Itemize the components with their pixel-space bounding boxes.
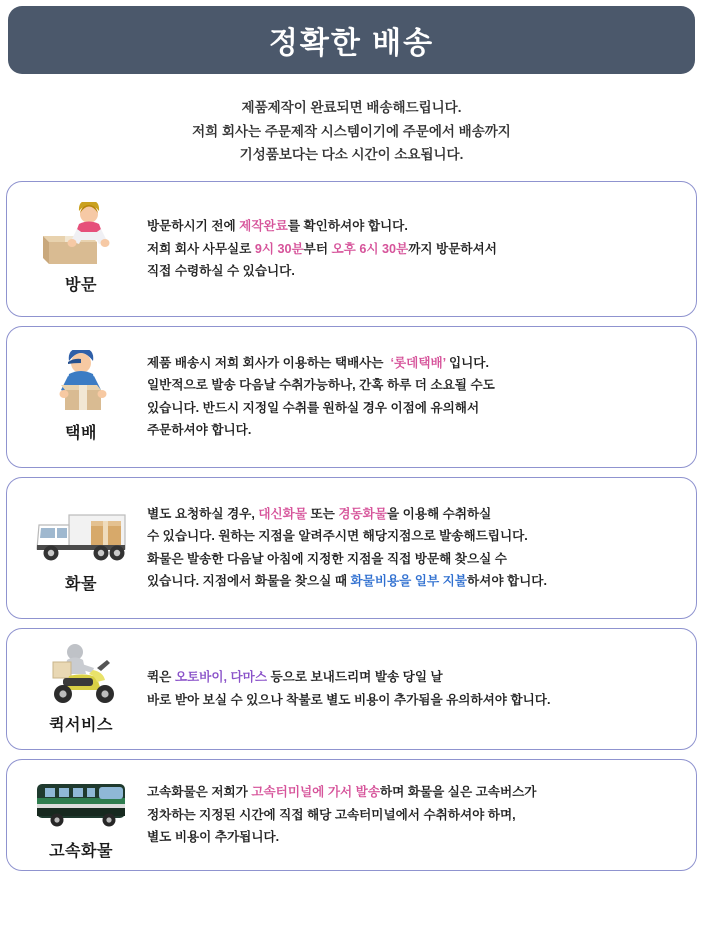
card-label: 방문	[65, 277, 97, 295]
delivery-method-list	[6, 181, 697, 871]
card-label: 퀵서비스	[49, 717, 113, 735]
intro-line: 기성품보다는 다소 시간이 소요됩니다.	[239, 147, 464, 163]
card-icon-column	[15, 768, 147, 861]
text-line: 별도 비용이 추가됩니다.	[147, 830, 280, 845]
card-icon-column	[15, 642, 147, 735]
text-line: 일반적으로 발송 다음날 수취가능하나, 간혹 하루 더 소요될 수도	[147, 378, 495, 393]
delivery-man-parcel-icon	[35, 350, 127, 416]
page-title: 정확한 배송	[268, 27, 435, 60]
text-line: 바로 받아 보실 수 있으나 착불로 별도 비용이 추가됨을 유의하셔야 합니다.	[147, 692, 551, 707]
text-line: 주문하셔야 합니다.	[147, 423, 252, 438]
text-line: 방문하시기 전에 제작완료를 확인하셔야 합니다.	[147, 219, 408, 234]
intro-line: 제품제작이 완료되면 배송해드립니다.	[241, 100, 462, 115]
text-line: 있습니다. 지점에서 화물을 찾으실 때 화물비용을 일부 지불하셔야 합니다.	[147, 574, 547, 589]
text-line: 별도 요청하실 경우, 대신화물 또는 경동화물을 이용해 수취하실	[147, 507, 492, 522]
card-label: 고속화물	[49, 843, 113, 861]
card-icon-column	[15, 350, 147, 443]
card-body-text	[147, 352, 688, 442]
card-label: 택배	[65, 425, 97, 443]
delivery-method-card-cargo	[6, 477, 697, 619]
card-body-text	[147, 666, 688, 711]
text-line: 있습니다. 반드시 지정일 수취를 원하실 경우 이점에 유의해서	[147, 400, 480, 415]
delivery-method-card-parcel	[6, 326, 697, 468]
delivery-method-card-visit	[6, 181, 697, 317]
text-line: 제품 배송시 저희 회사가 이용하는 택배사는 ‘롯데택배’ 입니다.	[147, 356, 489, 371]
card-body-text	[147, 781, 688, 848]
delivery-method-card-express-freight	[6, 759, 697, 871]
card-icon-column	[15, 202, 147, 295]
cargo-truck-icon	[29, 501, 133, 567]
text-line: 퀵은 오토바이, 다마스 등으로 보내드리며 발송 당일 날	[147, 670, 443, 685]
text-line: 화물은 발송한 다음날 아침에 지정한 지점을 직접 방문해 찾으실 수	[147, 551, 507, 566]
express-bus-icon	[29, 768, 133, 834]
scooter-delivery-icon	[33, 642, 129, 708]
intro-line: 저희 회사는 주문제작 시스템이기에 주문에서 배송까지	[192, 123, 511, 139]
text-line: 고속화물은 저희가 고속터미널에 가서 발송하며 화물을 실은 고속버스가	[147, 785, 537, 800]
delivery-method-card-quick-service	[6, 628, 697, 750]
card-icon-column	[15, 501, 147, 594]
box-packing-person-icon	[35, 202, 127, 268]
text-line: 저희 회사 사무실로 9시 30분부터 오후 6시 30분까지 방문하셔서	[147, 241, 497, 256]
text-line: 정차하는 지정된 시간에 직접 해당 고속터미널에서 수취하셔야 하며,	[147, 807, 516, 822]
page-header	[8, 6, 695, 74]
card-label: 화물	[65, 576, 97, 594]
intro-paragraph	[0, 96, 703, 167]
card-body-text	[147, 503, 688, 593]
text-line: 직접 수령하실 수 있습니다.	[147, 264, 295, 279]
text-line: 수 있습니다. 원하는 지점을 알려주시면 해당지점으로 발송해드립니다.	[147, 529, 528, 544]
card-body-text	[147, 215, 688, 282]
